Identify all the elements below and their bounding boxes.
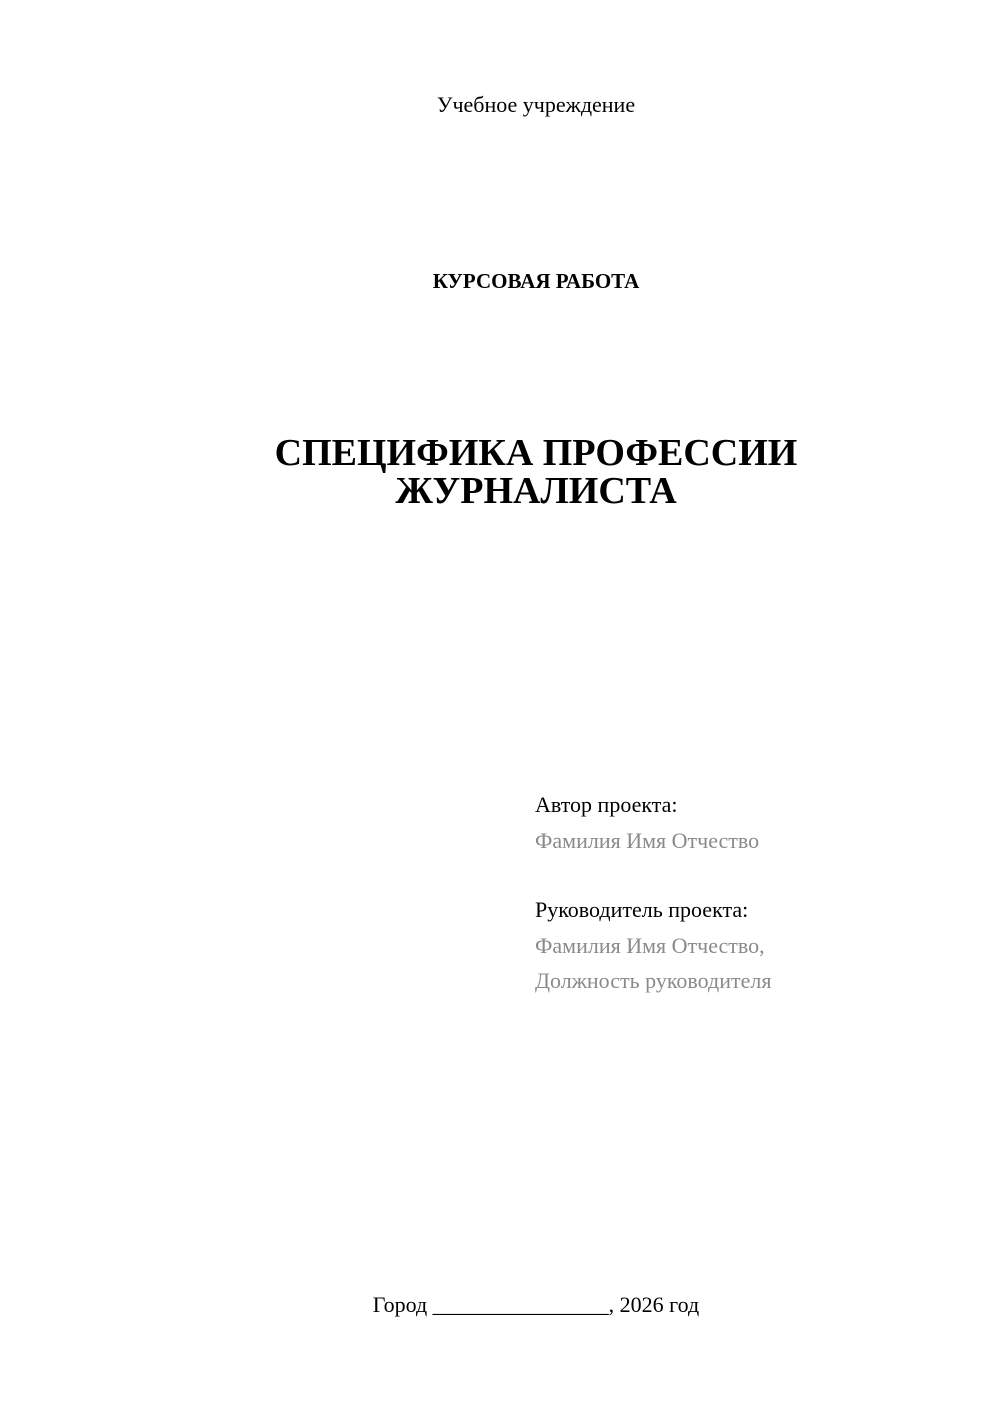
- work-type-heading: КУРСОВАЯ РАБОТА: [432, 269, 640, 293]
- document-title-line-2: ЖУРНАЛИСТА: [395, 470, 677, 512]
- author-name: Фамилия Имя Отчество: [535, 827, 760, 853]
- city-year-line: Город ________________, 2026 год: [372, 1292, 700, 1317]
- supervisor-label: Руководитель проекта:: [535, 897, 749, 922]
- supervisor-position: Должность руководителя: [535, 968, 772, 993]
- document-title: [0, 434, 1000, 510]
- document-title-line-1: СПЕЦИФИКА ПРОФЕССИИ: [274, 432, 798, 474]
- credits-spacer: [535, 858, 935, 892]
- supervisor-name: Фамилия Имя Отчество,: [535, 932, 765, 958]
- credits-block: [535, 787, 935, 999]
- institution-name: Учебное учреждение: [436, 92, 636, 117]
- author-label: Автор проекта:: [535, 792, 678, 817]
